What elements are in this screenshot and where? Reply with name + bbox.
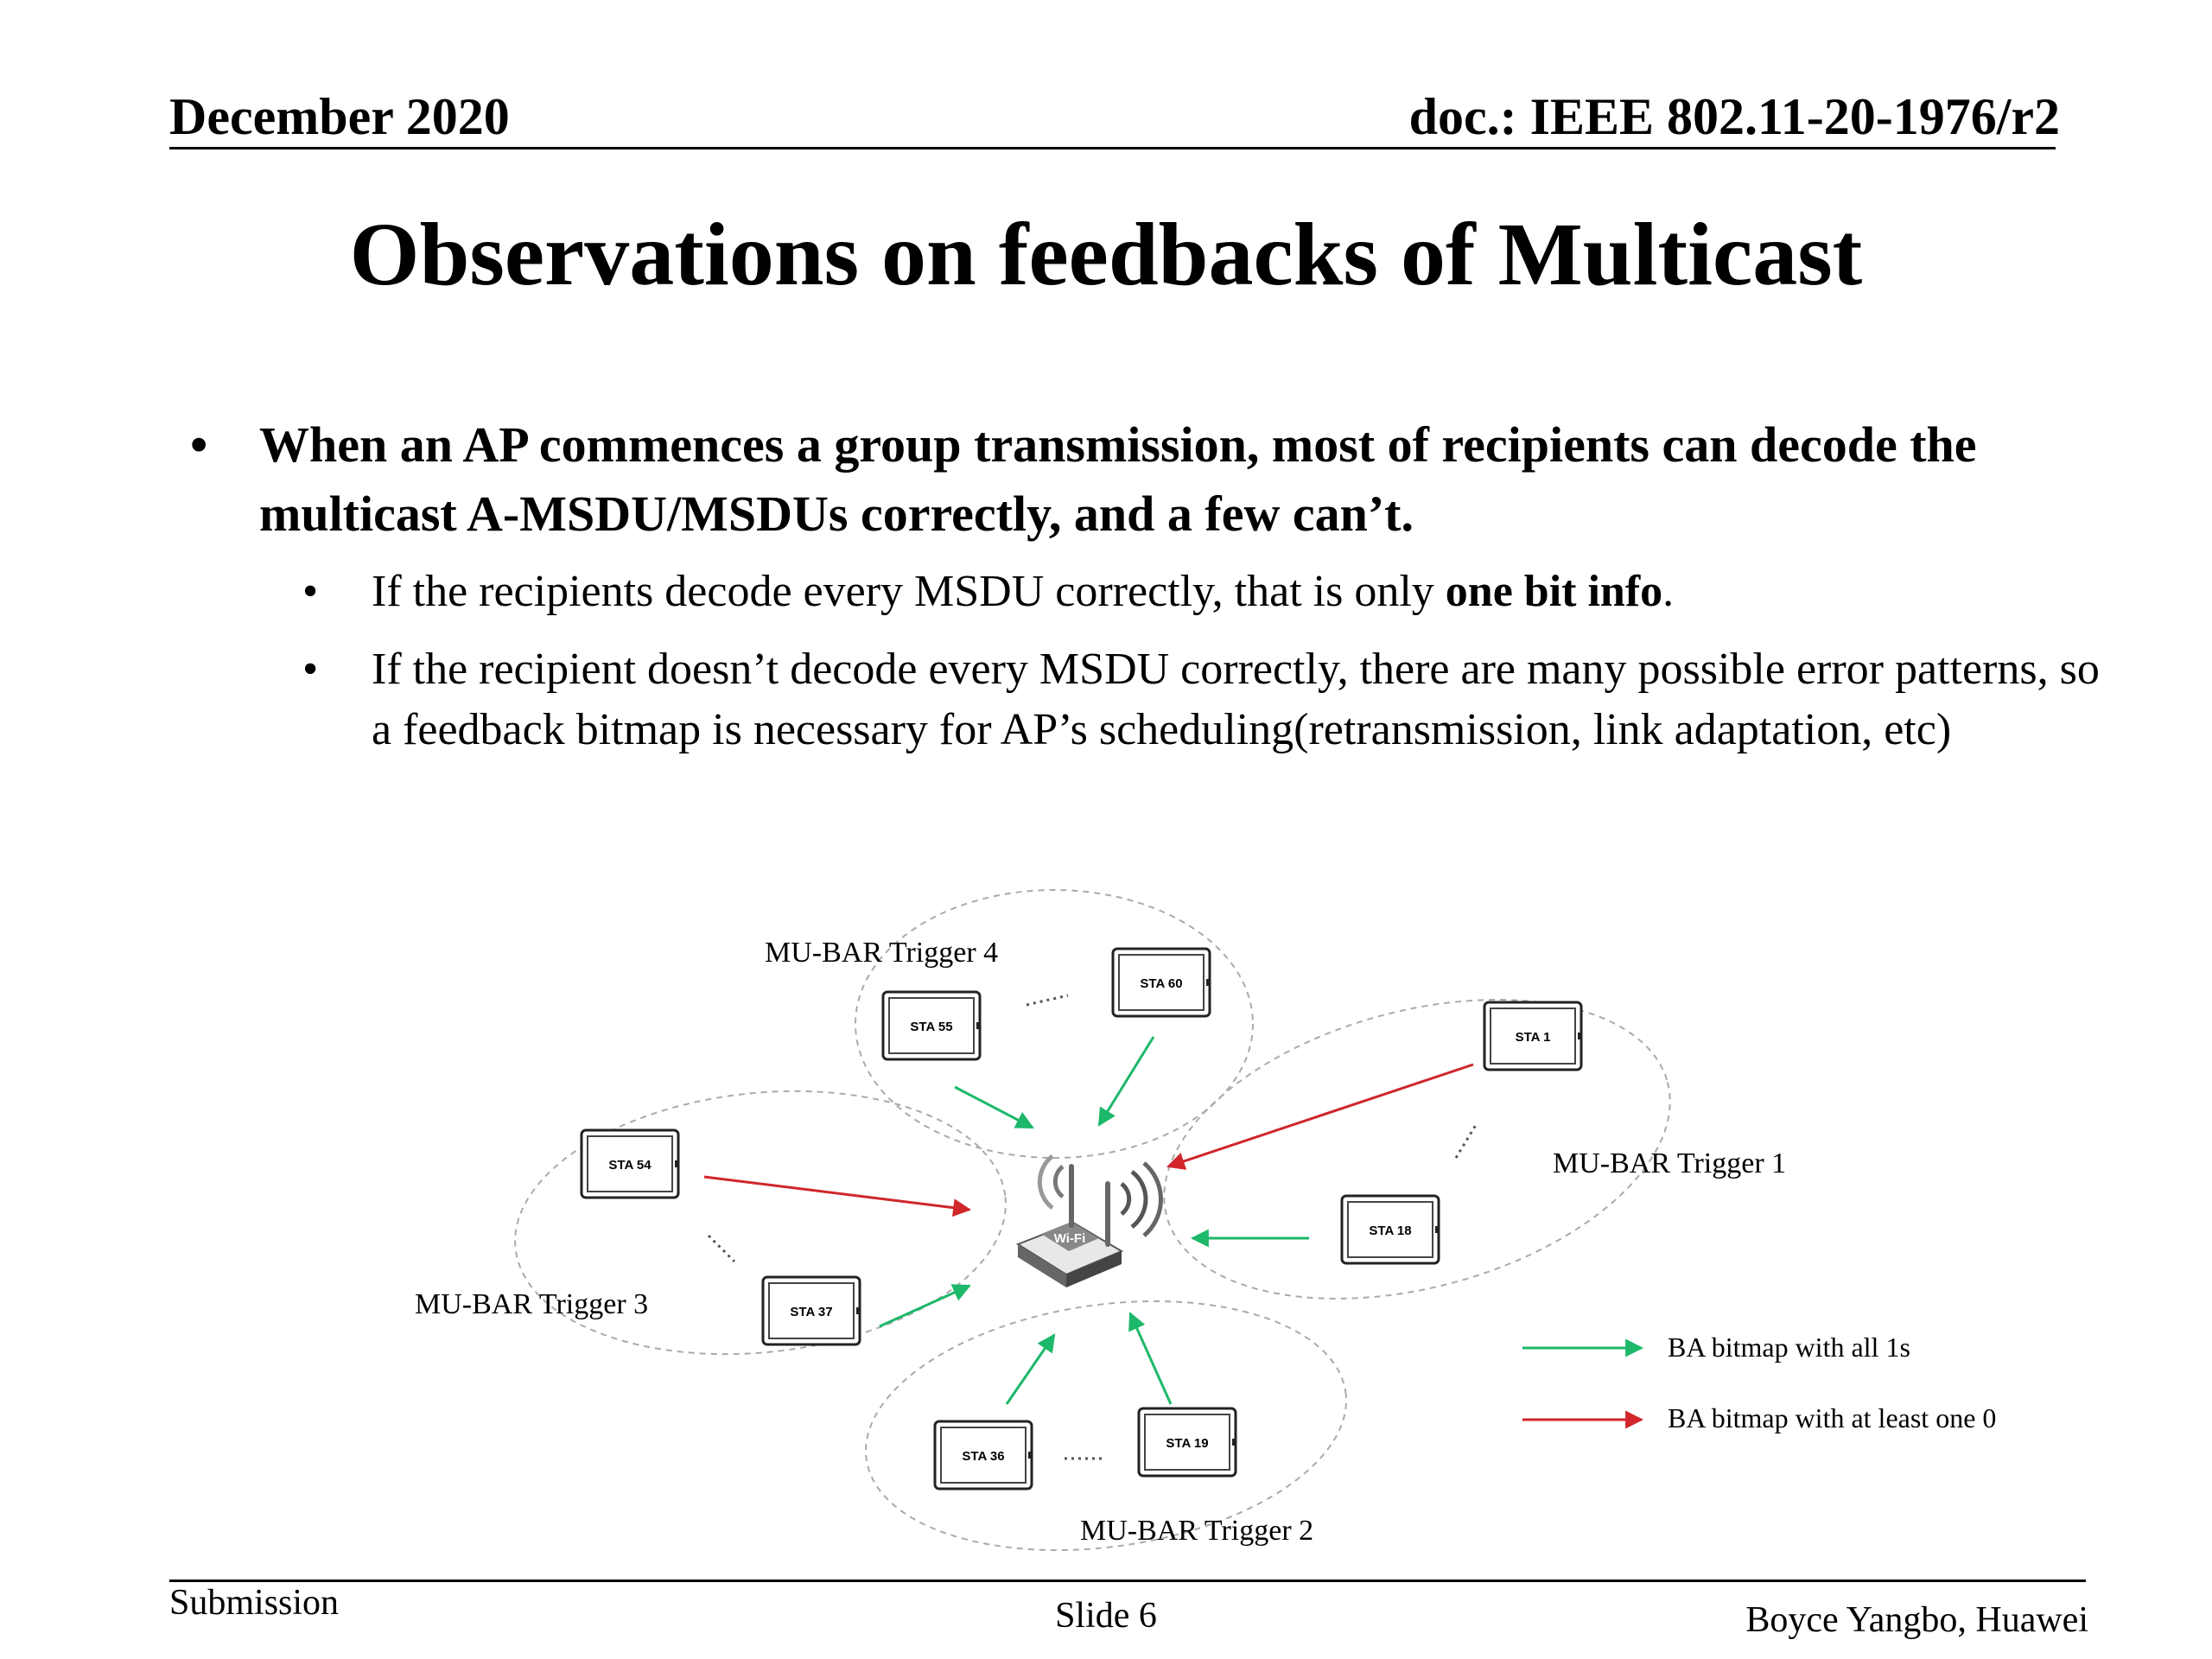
sub-bullet-dot: • <box>302 645 319 694</box>
group-label-trigger3: MU-BAR Trigger 3 <box>415 1288 649 1320</box>
station-sta1 <box>1484 1002 1582 1070</box>
station-sta19 <box>1139 1408 1236 1476</box>
footer-rule <box>169 1580 2086 1582</box>
green-arrow <box>1007 1335 1054 1404</box>
ap-label: Wi-Fi <box>1053 1231 1086 1246</box>
green-arrow <box>1130 1313 1171 1404</box>
station-label: STA 37 <box>790 1305 833 1319</box>
legend <box>1522 1332 1996 1433</box>
ellipsis-dots <box>709 1236 734 1262</box>
footer-slide-number: Slide 6 <box>1055 1596 1157 1636</box>
group-label-trigger1: MU-BAR Trigger 1 <box>1553 1147 1787 1179</box>
sub-bullet-1-text: If the recipients decode every MSDU correctly, that is only <box>372 567 1446 616</box>
bullet-main: When an AP commences a group transmission, most of recipients can decode the multicast A-MSDU/MSDUs correctly, and a few can’t. <box>259 416 1977 542</box>
green-arrow <box>880 1286 969 1326</box>
header-doc-id: doc.: IEEE 802.11-20-1976/r2 <box>1408 88 2060 145</box>
red-arrow <box>704 1177 969 1210</box>
group-ellipse-trigger3 <box>502 1068 1019 1377</box>
bullet-dot: • <box>190 416 208 473</box>
header-date: December 2020 <box>169 88 510 145</box>
footer-author: Boyce Yangbo, Huawei <box>1745 1600 2088 1640</box>
station-sta60 <box>1113 949 1211 1016</box>
station-label: STA 1 <box>1515 1030 1551 1045</box>
station-label: STA 55 <box>910 1020 953 1034</box>
footer-submission: Submission <box>169 1583 340 1623</box>
station-label: STA 18 <box>1369 1224 1412 1238</box>
sub-bullet-1-bold: one bit info <box>1445 567 1663 616</box>
station-sta55 <box>883 992 981 1059</box>
group-label-trigger4: MU-BAR Trigger 4 <box>765 937 999 969</box>
station-sta54 <box>582 1130 679 1198</box>
green-arrow <box>1099 1037 1154 1125</box>
red-arrow <box>1168 1065 1473 1166</box>
station-sta18 <box>1342 1196 1440 1263</box>
access-point <box>1018 1156 1160 1287</box>
sub-bullet-2: If the recipient doesn’t decode every MSDU correctly, there are many possible error patterns, so a feedback bitmap is necessary for AP’s scheduling(retransmission, link adaptation, etc) <box>372 645 2100 754</box>
station-label: STA 54 <box>608 1158 652 1173</box>
station-label: STA 19 <box>1166 1436 1209 1451</box>
station-sta37 <box>763 1277 861 1344</box>
sub-bullet-dot: • <box>302 567 319 616</box>
group-label-trigger2: MU-BAR Trigger 2 <box>1080 1515 1314 1547</box>
sub-bullet-1-end: . <box>1662 567 1675 616</box>
station-label: STA 36 <box>962 1449 1005 1464</box>
ellipsis-dots <box>1027 995 1068 1005</box>
legend-red-label: BA bitmap with at least one 0 <box>1668 1402 1997 1433</box>
legend-green-label: BA bitmap with all 1s <box>1668 1332 1910 1363</box>
station-label: STA 60 <box>1140 976 1183 991</box>
slide-title: Observations on feedbacks of Multicast <box>349 205 1863 304</box>
green-arrow <box>955 1087 1033 1128</box>
ellipsis-dots <box>1456 1125 1476 1158</box>
station-sta36 <box>935 1421 1033 1489</box>
